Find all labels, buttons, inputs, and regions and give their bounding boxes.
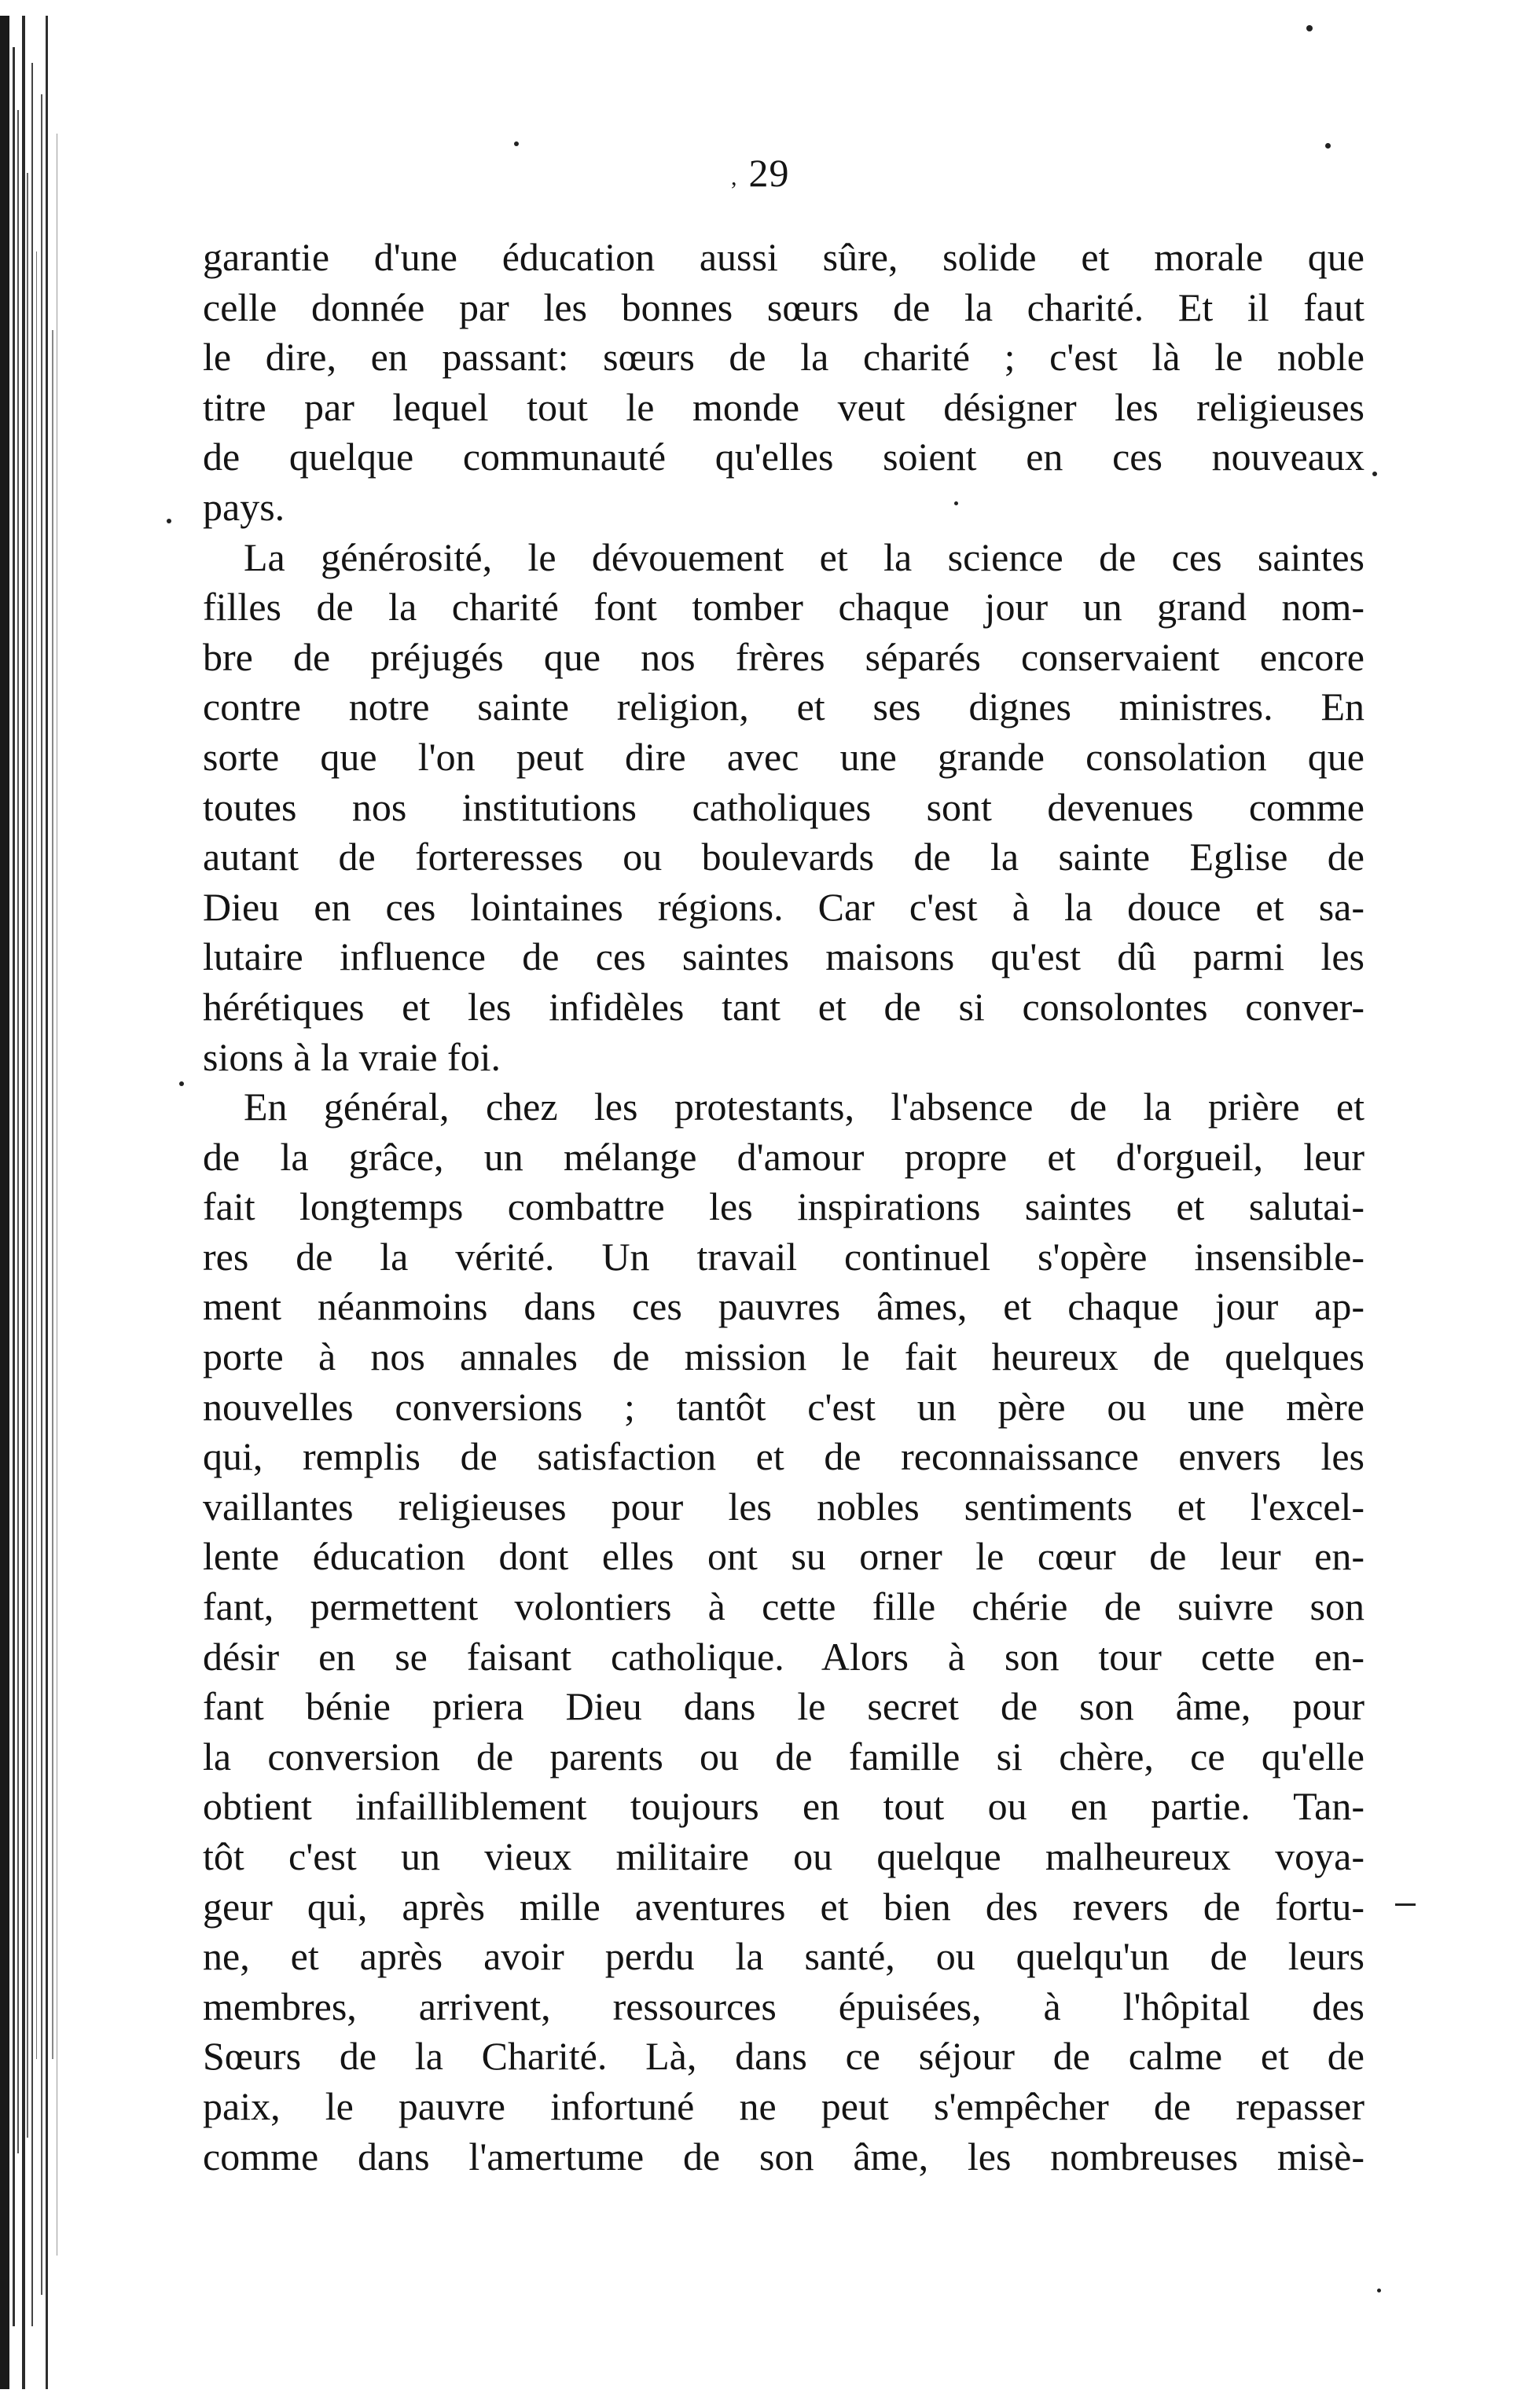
text-line: Sœurs de la Charité. Là, dans ce séjour de calme et de [203, 2034, 1365, 2079]
text-line: sions à la vraie foi. [203, 1034, 501, 1079]
text-line: porte à nos annales de mission le fait heureux de quelques [203, 1334, 1365, 1379]
scan-binding-edge [0, 16, 118, 2389]
text-line: comme dans l'amertume de son âme, les nombreuses misè- [203, 2134, 1365, 2179]
text-line: ment néanmoins dans ces pauvres âmes, et chaque jour ap- [203, 1284, 1365, 1329]
text-line: nouvelles conversions ; tantôt c'est un père ou une mère [203, 1384, 1365, 1429]
text-line: tôt c'est un vieux militaire ou quelque malheureux voya- [203, 1834, 1365, 1878]
page-number-text: 29 [748, 151, 790, 195]
scan-speck [1325, 143, 1331, 149]
text-line: qui, remplis de satisfaction et de reconnaissance envers les [203, 1434, 1365, 1479]
text-line: lente éducation dont elles ont su orner le cœur de leur en- [203, 1534, 1365, 1579]
body-text [203, 233, 1365, 2182]
text-line: contre notre sainte religion, et ses dignes ministres. En [203, 685, 1365, 729]
text-line: la conversion de parents ou de famille si chère, ce qu'elle [203, 1734, 1365, 1778]
text-line: vaillantes religieuses pour les nobles sentiments et l'excel- [203, 1484, 1365, 1529]
scan-speck [179, 1081, 184, 1086]
scan-speck [167, 519, 171, 523]
scan-speck [1377, 2289, 1381, 2292]
text-line: fant bénie priera Dieu dans le secret de son âme, pour [203, 1684, 1365, 1729]
text-line: titre par lequel tout le monde veut désigner les religieuses [203, 384, 1365, 429]
text-line: obtient infailliblement toujours en tout ou en partie. Tan- [203, 1784, 1365, 1829]
text-line: fait longtemps combattre les inspirations saintes et salutai- [203, 1184, 1365, 1229]
text-line: celle donnée par les bonnes sœurs de la charité. Et il faut [203, 284, 1365, 329]
text-line: de la grâce, un mélange d'amour propre et d'orgueil, leur [203, 1134, 1365, 1179]
page-number-mark: , [731, 163, 738, 190]
text-line: garantie d'une éducation aussi sûre, solide et morale que [203, 235, 1365, 279]
scan-speck [1395, 1903, 1416, 1906]
text-line: sorte que l'on peut dire avec une grande consolation que [203, 734, 1365, 779]
text-line: paix, le pauvre infortuné ne peut s'empêcher de repasser [203, 2083, 1365, 2128]
scan-speck [514, 141, 519, 146]
text-line: fant, permettent volontiers à cette fille chérie de suivre son [203, 1584, 1365, 1629]
text-line: pays. [203, 484, 285, 529]
text-line: de quelque communauté qu'elles soient en ces nouveaux [203, 435, 1365, 479]
text-line: lutaire influence de ces saintes maisons qu'est dû parmi les [203, 934, 1365, 979]
text-line: le dire, en passant: sœurs de la charité ; c'est là le noble [203, 335, 1365, 380]
scan-speck [1306, 25, 1313, 31]
text-line: res de la vérité. Un travail continuel s'opère insensible- [203, 1234, 1365, 1279]
text-line: membres, arrivent, ressources épuisées, à l'hôpital des [203, 1984, 1365, 2028]
page-number [731, 153, 790, 193]
text-line: En général, chez les protestants, l'absence de la prière et [244, 1085, 1365, 1129]
text-line: Dieu en ces lointaines régions. Car c'est à la douce et sa- [203, 884, 1365, 929]
text-line: filles de la charité font tomber chaque jour un grand nom- [203, 585, 1365, 630]
text-line: ne, et après avoir perdu la santé, ou quelqu'un de leurs [203, 1934, 1365, 1979]
text-line: hérétiques et les infidèles tant et de si consolontes conver- [203, 984, 1365, 1029]
text-line: geur qui, après mille aventures et bien des revers de fortu- [203, 1884, 1365, 1929]
text-line: toutes nos institutions catholiques sont devenues comme [203, 784, 1365, 829]
text-line: autant de forteresses ou boulevards de la sainte Eglise de [203, 835, 1365, 879]
text-line: La générosité, le dévouement et la science de ces saintes [244, 534, 1365, 579]
scan-speck [1372, 472, 1377, 476]
text-line: désir en se faisant catholique. Alors à son tour cette en- [203, 1634, 1365, 1679]
text-line: bre de préjugés que nos frères séparés conservaient encore [203, 634, 1365, 679]
